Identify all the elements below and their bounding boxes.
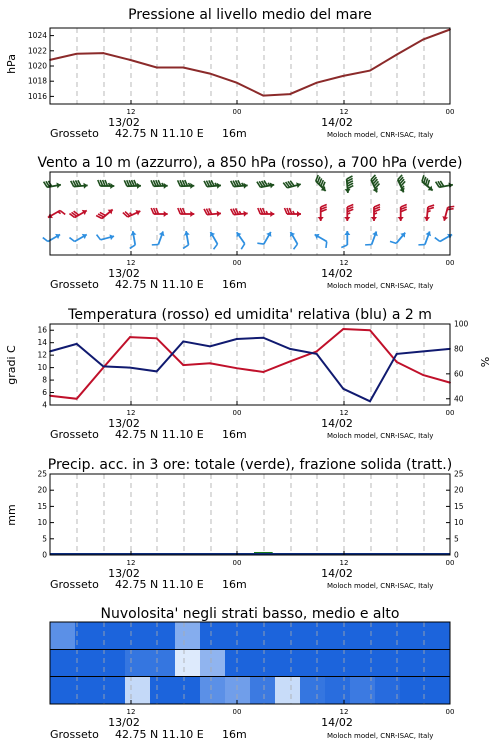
barb-arrowhead	[82, 208, 88, 215]
precip-y2-ticks	[446, 470, 464, 560]
y-tick-label: 8	[42, 375, 47, 385]
footer-coords: 42.75 N 11.10 E	[115, 278, 204, 291]
data-point	[289, 360, 291, 362]
cloud-cell	[325, 650, 351, 677]
y-tick-label: 1024	[27, 31, 47, 41]
data-point	[76, 53, 78, 55]
footer-elevation: 16m	[222, 428, 247, 441]
data-point	[156, 370, 158, 372]
cloud-cell	[50, 622, 76, 650]
y-tick-label: 25	[454, 469, 464, 479]
data-point	[129, 367, 131, 369]
barb-arrowhead	[190, 211, 194, 217]
wind-barb	[204, 207, 221, 217]
wind-barb	[97, 230, 115, 243]
y-tick-label: 10	[454, 518, 464, 528]
wind-barb	[232, 231, 249, 250]
footer-credit: Moloch model, CNR-ISAC, Italy	[327, 732, 434, 740]
y-tick-label: 20	[37, 485, 47, 495]
cloud-cell	[300, 622, 326, 650]
y-tick-label: 1022	[27, 46, 47, 56]
x-tick-label: 00	[232, 259, 242, 267]
wind-barb	[371, 205, 380, 222]
footer-coords: 42.75 N 11.10 E	[115, 728, 204, 741]
cloud-footer	[50, 728, 433, 741]
precip-frame	[50, 474, 450, 555]
y-tick-label: 20	[454, 485, 464, 495]
barb-arrowhead	[217, 210, 222, 216]
date-label: 14/02	[321, 417, 353, 430]
cloud-cell	[50, 677, 76, 705]
cloud-cells	[50, 622, 451, 704]
barb-arrowhead	[217, 182, 222, 188]
barb-arrowhead	[164, 211, 168, 217]
wind-barb	[394, 175, 409, 194]
humidity-y-ticks	[446, 320, 469, 404]
temp-grid	[77, 324, 424, 405]
wind-barb	[151, 208, 168, 217]
barb-arrowhead	[424, 217, 430, 222]
precip-title: Precip. acc. in 3 ore: totale (verde), frazione solida (tratt.)	[47, 457, 453, 473]
x-tick-label: 12	[126, 708, 136, 716]
cloud-cell	[325, 622, 351, 650]
y-tick-label: 6	[42, 388, 47, 398]
cloud-cell	[300, 650, 326, 677]
data-point	[396, 361, 398, 363]
y-tick-label: 4	[42, 400, 47, 410]
cloud-title: Nuvolosita' negli strati basso, medio e alto	[100, 606, 400, 622]
footer-coords: 42.75 N 11.10 E	[115, 578, 204, 591]
wind-barb	[96, 205, 114, 223]
wind-barb	[151, 180, 168, 190]
data-point	[422, 374, 424, 376]
cloud-cell	[300, 677, 326, 705]
footer-location: Grosseto	[50, 278, 99, 291]
y-tick-label: 5	[454, 534, 459, 544]
data-point	[129, 59, 131, 61]
cloud-cell	[200, 650, 226, 677]
cloud-cell	[175, 677, 201, 705]
pressure-grid	[77, 28, 424, 104]
pressure-title: Pressione al livello medio del mare	[128, 7, 372, 23]
wind-barb	[204, 179, 221, 189]
pressure-points	[49, 29, 451, 97]
barb-arrowhead	[82, 232, 88, 239]
barb-feather	[240, 244, 246, 249]
barb-arrowhead	[270, 211, 274, 217]
cloud-cell	[75, 622, 101, 650]
barb-arrowhead	[164, 183, 168, 189]
wind-barb	[418, 175, 436, 193]
date-label: 13/02	[108, 716, 140, 729]
data-point	[369, 70, 371, 72]
data-point	[369, 400, 371, 402]
wind-barb	[390, 229, 408, 247]
cloud-cell	[400, 650, 426, 677]
barb-feather	[212, 244, 218, 249]
footer-coords: 42.75 N 11.10 E	[115, 127, 204, 140]
x-tick-label: 00	[232, 108, 242, 116]
pressure-frame	[50, 28, 450, 104]
data-point	[209, 73, 211, 75]
barb-arrowhead	[313, 232, 319, 239]
wind-barb	[180, 231, 192, 249]
cloud-cell	[275, 677, 301, 705]
data-point	[289, 348, 291, 350]
y-tick-label: 0	[454, 550, 459, 560]
date-label: 13/02	[108, 116, 140, 129]
data-point	[156, 337, 158, 339]
cloud-cell	[125, 677, 151, 705]
barb-arrowhead	[344, 217, 350, 221]
wind-barb	[312, 232, 331, 248]
precip-grid	[77, 474, 424, 555]
x-tick-label: 12	[339, 108, 349, 116]
data-point	[209, 346, 211, 348]
x-tick-label: 12	[126, 559, 136, 567]
wind-barb	[424, 204, 434, 221]
data-point	[369, 329, 371, 331]
cloud-cell	[250, 677, 276, 705]
wind-barb	[257, 179, 275, 191]
footer-elevation: 16m	[222, 728, 247, 741]
barb-arrowhead	[371, 217, 377, 221]
data-point	[262, 371, 264, 373]
wind-panel	[37, 155, 462, 291]
precip-y-ticks	[37, 470, 54, 560]
wind-barb	[178, 208, 195, 217]
barb-arrowhead	[398, 217, 404, 221]
barb-arrowhead	[345, 189, 351, 194]
cloud-cell	[225, 650, 251, 677]
barb-arrowhead	[110, 183, 114, 189]
date-label: 13/02	[108, 567, 140, 580]
cloud-panel	[50, 606, 454, 741]
data-point	[76, 343, 78, 345]
x-tick-label: 00	[232, 559, 242, 567]
barb-arrowhead	[208, 230, 215, 236]
data-point	[76, 398, 78, 400]
y-tick-label: 100	[454, 319, 469, 329]
wind-barb	[318, 205, 327, 222]
cloud-cell	[75, 650, 101, 677]
wind-barb	[285, 230, 301, 249]
cloud-cell	[425, 650, 451, 677]
cloud-cell	[200, 677, 226, 705]
x-tick-label: 12	[126, 409, 136, 417]
wind-barb	[418, 229, 432, 248]
x-tick-label: 00	[232, 708, 242, 716]
cloud-cell	[225, 677, 251, 705]
barb-feather	[69, 236, 74, 242]
y-tick-label: 80	[454, 344, 464, 354]
data-point	[342, 388, 344, 390]
cloud-cell	[400, 622, 426, 650]
data-point	[316, 82, 318, 84]
y-tick-label: 16	[37, 325, 47, 335]
data-point	[289, 93, 291, 95]
pressure-series-line	[50, 30, 450, 96]
barb-feather	[129, 245, 135, 249]
wind-barb	[365, 229, 379, 248]
data-point	[262, 95, 264, 97]
barb-feather	[183, 245, 189, 249]
barb-feather	[390, 240, 396, 246]
humidity-y-label: %	[479, 356, 492, 368]
date-label: 14/02	[321, 267, 353, 280]
cloud-cell	[175, 622, 201, 650]
footer-location: Grosseto	[50, 428, 99, 441]
x-tick-label: 12	[339, 559, 349, 567]
date-label: 14/02	[321, 116, 353, 129]
cloud-cell	[350, 650, 376, 677]
barb-feather	[43, 236, 48, 242]
data-point	[129, 336, 131, 338]
barb-arrowhead	[243, 182, 248, 188]
temp-y-label: gradi C	[5, 345, 18, 385]
footer-elevation: 16m	[222, 127, 247, 140]
precip-panel	[5, 457, 464, 591]
data-point	[182, 364, 184, 366]
temp-humidity-panel	[5, 307, 492, 441]
data-point	[236, 338, 238, 340]
cloud-cell	[75, 677, 101, 705]
x-tick-label: 00	[232, 409, 242, 417]
footer-credit: Moloch model, CNR-ISAC, Italy	[327, 282, 434, 290]
cloud-cell	[200, 622, 226, 650]
barb-feather	[324, 242, 329, 248]
wind-barb	[46, 207, 65, 223]
wind-barb	[312, 175, 330, 193]
footer-coords: 42.75 N 11.10 E	[115, 428, 204, 441]
temp-title: Temperatura (rosso) ed umidita' relativa (blu) a 2 m	[68, 307, 432, 323]
data-point	[342, 328, 344, 330]
footer-credit: Moloch model, CNR-ISAC, Italy	[327, 432, 434, 440]
data-point	[236, 82, 238, 84]
y-tick-label: 60	[454, 369, 464, 379]
y-tick-label: 14	[37, 338, 47, 348]
y-tick-label: 40	[454, 394, 464, 404]
footer-location: Grosseto	[50, 127, 99, 140]
data-point	[316, 353, 318, 355]
wind-barb	[43, 229, 62, 245]
footer-credit: Moloch model, CNR-ISAC, Italy	[327, 582, 434, 590]
date-label: 13/02	[108, 417, 140, 430]
y-tick-label: 10	[37, 363, 47, 373]
cloud-cell	[325, 677, 351, 705]
wind-barb	[69, 205, 88, 221]
barb-arrowhead	[190, 183, 194, 189]
wind-barb	[231, 207, 248, 217]
barb-arrowhead	[297, 211, 301, 217]
x-tick-label: 00	[445, 409, 455, 417]
cloud-cell	[150, 650, 176, 677]
cloud-cell	[175, 650, 201, 677]
wind-barb	[44, 179, 62, 191]
date-label: 14/02	[321, 567, 353, 580]
wind-barb	[343, 176, 353, 193]
data-point	[102, 52, 104, 54]
footer-credit: Moloch model, CNR-ISAC, Italy	[327, 131, 434, 139]
barb-arrowhead	[288, 230, 295, 236]
wind-barb	[441, 204, 454, 222]
cloud-cell	[350, 677, 376, 705]
cloud-cell	[275, 650, 301, 677]
barb-feather	[257, 241, 263, 246]
data-point	[182, 341, 184, 343]
data-point	[316, 351, 318, 353]
y-tick-label: 0	[42, 550, 47, 560]
cloud-cell	[150, 677, 176, 705]
wind-barb	[124, 180, 141, 190]
wind-barb	[71, 179, 88, 189]
barb-arrowhead	[135, 208, 141, 215]
cloud-cell	[250, 650, 276, 677]
precip-y-label: mm	[5, 504, 18, 526]
wind-barb	[258, 208, 275, 217]
wind-barb	[178, 180, 195, 190]
data-point	[342, 75, 344, 77]
x-tick-label: 12	[126, 108, 136, 116]
y-tick-label: 12	[37, 350, 47, 360]
wind-barb	[283, 178, 301, 191]
barb-arrowhead	[344, 231, 350, 235]
barb-arrowhead	[137, 183, 141, 189]
data-point	[102, 365, 104, 367]
wind-barb	[341, 231, 350, 248]
cloud-cell	[400, 677, 426, 705]
data-point	[182, 67, 184, 69]
data-point	[262, 337, 264, 339]
cloud-cell	[125, 650, 151, 677]
data-point	[209, 362, 211, 364]
wind-barb	[257, 229, 273, 248]
x-tick-label: 00	[445, 708, 455, 716]
temp-y-ticks	[37, 326, 54, 410]
y-tick-label: 15	[37, 501, 47, 511]
wind-barb	[127, 231, 139, 249]
cloud-cell	[250, 622, 276, 650]
date-label: 13/02	[108, 267, 140, 280]
wind-barb	[344, 205, 353, 222]
cloud-cell	[350, 622, 376, 650]
barb-feather	[97, 234, 101, 240]
wind-barb	[435, 229, 454, 245]
wind-barbs	[43, 175, 454, 249]
pressure-panel	[5, 7, 454, 140]
cloud-cell	[50, 650, 76, 677]
cloud-cell	[150, 622, 176, 650]
cloud-cell	[425, 677, 451, 705]
barb-arrowhead	[83, 182, 88, 188]
barb-feather	[292, 244, 298, 249]
footer-location: Grosseto	[50, 728, 99, 741]
wind-title: Vento a 10 m (azzurro), a 850 hPa (rosso), a 700 hPa (verde)	[37, 155, 463, 171]
wind-barb	[152, 229, 166, 248]
wind-barb	[69, 229, 88, 245]
wind-barb	[367, 175, 382, 194]
y-tick-label: 15	[454, 501, 464, 511]
footer-location: Grosseto	[50, 578, 99, 591]
pressure-y-label: hPa	[5, 54, 18, 74]
wind-barb	[285, 208, 302, 217]
cloud-cell	[125, 622, 151, 650]
cloud-cell	[425, 622, 451, 650]
wind-barb	[436, 179, 454, 191]
x-tick-label: 12	[339, 259, 349, 267]
y-tick-label: 5	[42, 534, 47, 544]
barb-arrowhead	[243, 210, 248, 216]
y-tick-label: 10	[37, 518, 47, 528]
wind-barb	[98, 180, 115, 189]
y-tick-label: 1020	[27, 61, 47, 71]
date-label: 14/02	[321, 716, 353, 729]
data-point	[396, 54, 398, 56]
x-tick-label: 00	[445, 259, 455, 267]
wind-barb	[205, 230, 221, 249]
barb-arrowhead	[318, 217, 324, 221]
wind-barb	[398, 205, 407, 222]
data-point	[422, 351, 424, 353]
barb-arrowhead	[266, 230, 273, 236]
footer-elevation: 16m	[222, 278, 247, 291]
barb-feather	[60, 209, 65, 215]
data-point	[236, 367, 238, 369]
wind-barb	[123, 206, 142, 221]
y-tick-label: 1018	[27, 76, 47, 86]
wind-barb	[231, 179, 248, 189]
y-tick-label: 1016	[27, 91, 47, 101]
data-point	[156, 67, 158, 69]
x-tick-label: 12	[339, 409, 349, 417]
x-tick-label: 00	[445, 108, 455, 116]
cloud-cell	[275, 622, 301, 650]
x-tick-label: 00	[445, 559, 455, 567]
footer-elevation: 16m	[222, 578, 247, 591]
y-tick-label: 25	[37, 469, 47, 479]
cloud-cell	[225, 622, 251, 650]
data-point	[422, 39, 424, 41]
barb-arrowhead	[55, 232, 61, 239]
x-tick-label: 12	[126, 259, 136, 267]
barb-feather	[435, 236, 440, 242]
data-point	[396, 353, 398, 355]
x-tick-label: 12	[339, 708, 349, 716]
